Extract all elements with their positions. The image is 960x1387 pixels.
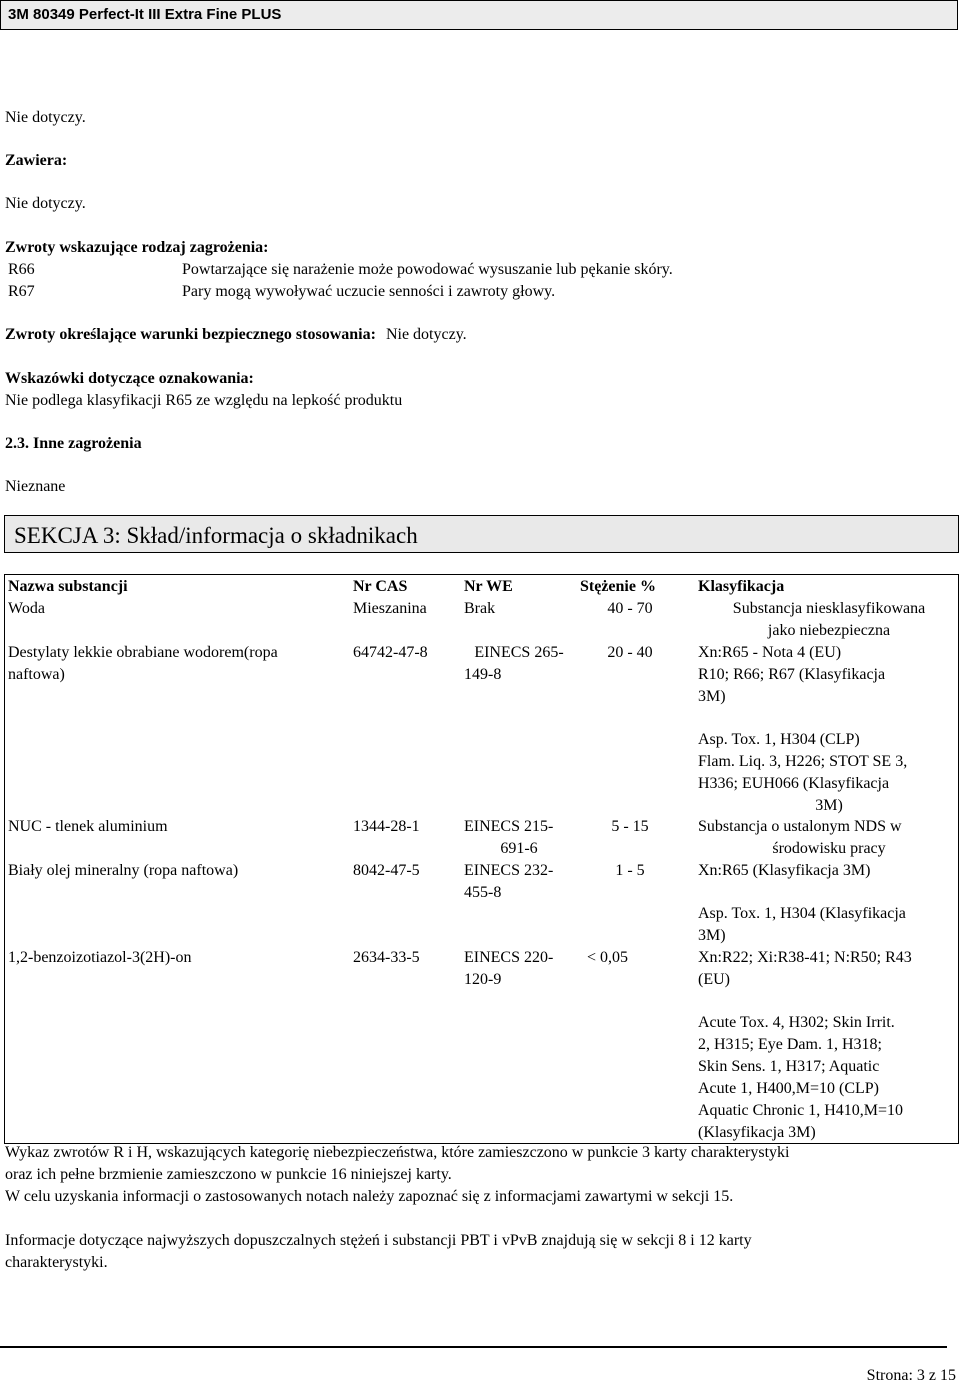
cell-name: Biały olej mineralny (ropa naftowa): [8, 862, 239, 879]
cell-we: EINECS 220-: [464, 949, 554, 966]
note-sections: W celu uzyskania informacji o zastosowanych notach należy zapoznać się z informacjami zawartymi w sekcji 15.: [5, 1188, 734, 1205]
cell-class: Acute 1, H400,M=10 (CLP): [698, 1080, 880, 1097]
cell-we: EINECS 232-: [464, 862, 554, 879]
label-notes-text: Nie podlega klasyfikacji R65 ze względu na lepkość produktu: [5, 392, 403, 409]
cell-class: Substancja niesklasyfikowana: [732, 600, 926, 617]
cell-conc: 5 - 15: [611, 818, 649, 835]
cell-class: Xn:R65 - Nota 4 (EU): [698, 644, 842, 661]
r-phrase-code: R66: [8, 261, 35, 278]
cell-class: 3M): [815, 797, 843, 814]
cell-class: Aquatic Chronic 1, H410,M=10: [698, 1102, 903, 1119]
header-title: 3M 80349 Perfect-It III Extra Fine PLUS: [8, 6, 282, 23]
note-line: charakterystyki.: [5, 1254, 108, 1271]
cell-conc: < 0,05: [587, 949, 629, 966]
cell-name: Destylaty lekkie obrabiane wodorem(ropa: [8, 644, 278, 661]
section-3-title: SEKCJA 3: Skład/informacja o składnikach: [14, 523, 418, 548]
cell-class: środowisku pracy: [772, 840, 886, 857]
label-notes-title: Wskazówki dotyczące oznakowania:: [5, 370, 254, 387]
s-phrases-line: [5, 325, 467, 345]
cell-name: Woda: [8, 600, 45, 617]
cell-cas: Mieszanina: [353, 600, 427, 617]
cell-class: Xn:R65 (Klasyfikacja 3M): [698, 862, 871, 879]
cell-class: Asp. Tox. 1, H304 (CLP): [698, 731, 860, 748]
cell-class: Substancja o ustalonym NDS w: [698, 818, 902, 835]
cell-class: (Klasyfikacja 3M): [698, 1124, 816, 1141]
cell-class: 3M): [698, 688, 726, 705]
cell-class: Skin Sens. 1, H317; Aquatic: [698, 1058, 880, 1075]
section-3-header: [4, 515, 959, 553]
note-pbt: [5, 1230, 955, 1273]
r-phrase-code: R67: [8, 283, 35, 300]
cell-we: EINECS 215-: [464, 818, 554, 835]
cell-cas: 2634-33-5: [353, 949, 420, 966]
cell-class: H336; EUH066 (Klasyfikacja: [698, 775, 890, 792]
cell-conc: 40 - 70: [607, 600, 653, 617]
cell-class: 3M): [698, 927, 726, 944]
composition-table: [4, 574, 959, 1144]
footer-divider: [0, 1346, 947, 1348]
note-line: Informacje dotyczące najwyższych dopuszczalnych stężeń i substancji PBT i vPvB znajdują się w sekcji 8 i 12 karty: [5, 1232, 752, 1249]
r-phrases-title: Zwroty wskazujące rodzaj zagrożenia:: [5, 239, 269, 256]
other-hazards-title: 2.3. Inne zagrożenia: [5, 435, 142, 452]
not-applicable-1: Nie dotyczy.: [5, 109, 86, 126]
col-header-cas: Nr CAS: [353, 578, 408, 595]
col-header-name: Nazwa substancji: [8, 578, 128, 595]
cell-we: 691-6: [500, 840, 538, 857]
cell-class: Xn:R22; Xi:R38-41; N:R50; R43: [698, 949, 912, 966]
s-phrases-value: Nie dotyczy.: [385, 326, 467, 343]
cell-cas: 8042-47-5: [353, 862, 420, 879]
not-applicable-2: Nie dotyczy.: [5, 195, 86, 212]
cell-class: 2, H315; Eye Dam. 1, H318;: [698, 1036, 882, 1053]
col-header-class: Klasyfikacja: [698, 578, 785, 595]
col-header-we: Nr WE: [464, 578, 513, 595]
cell-we: 120-9: [464, 971, 502, 988]
cell-we: 149-8: [464, 666, 502, 683]
cell-we: Brak: [464, 600, 496, 617]
cell-we: EINECS 265-: [474, 644, 564, 661]
cell-class: Asp. Tox. 1, H304 (Klasyfikacja: [698, 905, 906, 922]
cell-conc: 20 - 40: [607, 644, 653, 661]
cell-class: R10; R66; R67 (Klasyfikacja: [698, 666, 886, 683]
col-header-conc: Stężenie %: [580, 578, 656, 595]
note-line: Wykaz zwrotów R i H, wskazujących kategorię niebezpieczeństwa, które zamieszczono w punkcie 3 karty charakterystyki: [5, 1144, 790, 1161]
note-line: oraz ich pełne brzmienie zamieszczono w punkcie 16 niniejszej karty.: [5, 1166, 452, 1183]
cell-conc: 1 - 5: [615, 862, 645, 879]
cell-class: (EU): [698, 971, 730, 988]
cell-class: Acute Tox. 4, H302; Skin Irrit.: [698, 1014, 895, 1031]
cell-cas: 1344-28-1: [353, 818, 420, 835]
cell-class: Flam. Liq. 3, H226; STOT SE 3,: [698, 753, 908, 770]
cell-class: jako niebezpieczna: [767, 622, 891, 639]
cell-name: NUC - tlenek aluminium: [8, 818, 168, 835]
cell-we: 455-8: [464, 884, 502, 901]
other-hazards-value: Nieznane: [5, 478, 66, 495]
note-r-h-phrases: [5, 1142, 955, 1185]
cell-name: naftowa): [8, 666, 65, 683]
contains-label: Zawiera:: [5, 152, 68, 169]
r-phrase-text: Pary mogą wywoływać uczucie senności i zawroty głowy.: [182, 283, 556, 300]
cell-name: 1,2-benzoizotiazol-3(2H)-on: [8, 949, 192, 966]
s-phrases-label: Zwroty określające warunki bezpiecznego stosowania:: [5, 326, 376, 343]
document-header: [0, 0, 958, 30]
cell-cas: 64742-47-8: [353, 644, 428, 661]
page-number: Strona: 3 z 15: [866, 1367, 956, 1384]
r-phrase-text: Powtarzające się narażenie może powodować wysuszanie lub pękanie skóry.: [182, 261, 673, 278]
